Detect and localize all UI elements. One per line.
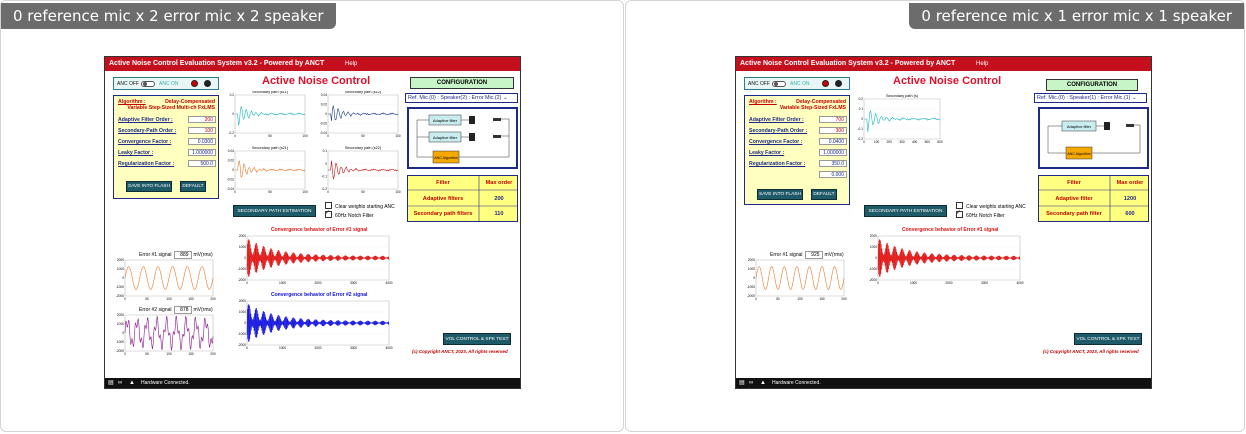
panel-two-speaker (0, 0, 624, 432)
param-leaky (749, 149, 847, 157)
secondary-path-plot (854, 91, 944, 151)
x-tick-label: 1000 (909, 281, 918, 285)
microphone-icon (493, 135, 501, 138)
y-tick-label: -0.02 (319, 121, 327, 126)
x-tick-label: 0 (246, 346, 248, 350)
x-tick-label: 3000 (349, 281, 358, 285)
y-tick-label: -1000 (237, 267, 246, 272)
status-text: Hardware Connected. (772, 380, 821, 386)
copyright: (c) Copyright ANCT, 2023, All rights reserved (412, 349, 508, 354)
x-tick-label: 0 (327, 190, 329, 194)
secondary-order-input[interactable]: 100 (188, 127, 216, 134)
param-label: Leaky Factor : (118, 150, 154, 156)
y-tick-label: 0 (861, 117, 863, 122)
link-icon[interactable]: ∞ (118, 380, 123, 386)
param-label: Regularization Factor : (749, 161, 806, 167)
y-tick-label: 0.1 (322, 149, 327, 154)
regularization-input[interactable]: 500.0 (188, 160, 216, 167)
x-tick-label: 50 (268, 190, 272, 194)
algorithm-line-2: Variable Step-Sized FxLMS (779, 105, 846, 111)
x-tick-label: 100 (797, 297, 803, 301)
error-unit: mV(rms) (824, 252, 844, 258)
param-regularization (118, 160, 216, 168)
anc-toggle[interactable] (113, 77, 219, 90)
notch-filter-checkbox[interactable] (956, 211, 1005, 219)
x-tick-label: 100 (395, 134, 401, 138)
configuration-select-value: Ref. Mic.(0) : Speaker(1) : Error Mic.(1) (1037, 95, 1131, 101)
x-tick-label: 100 (302, 134, 308, 138)
y-tick-label: 0 (122, 276, 124, 281)
y-tick-label: 1000 (116, 322, 124, 327)
param-extra (749, 171, 847, 179)
table-header-filter: Filter (436, 180, 450, 186)
configuration-header: CONFIGURATION (1046, 79, 1138, 91)
y-tick-label: 0.2 (229, 93, 234, 98)
adaptive-filter-label-1: Adaptive filter (432, 118, 458, 123)
param-label: Adaptive Filter Order : (118, 117, 173, 123)
convergence-plot-1 (864, 233, 1024, 291)
adaptive-order-input[interactable]: 700 (819, 116, 847, 123)
configuration-select[interactable] (1034, 93, 1147, 103)
speaker-icon (469, 116, 475, 124)
x-tick-label: 150 (819, 297, 825, 301)
y-tick-label: 0 (244, 256, 246, 261)
clear-weights-checkbox[interactable] (325, 202, 395, 210)
x-tick-label: 0 (234, 190, 236, 194)
status-led-dark-icon (204, 80, 211, 87)
param-label: Secondary-Path Order : (749, 128, 808, 134)
status-led-red-icon (822, 80, 829, 87)
algorithm-value (127, 99, 215, 111)
error-value: 889 (174, 251, 192, 259)
param-label: Secondary-Path Order : (118, 128, 177, 134)
parameter-panel (113, 95, 219, 199)
x-tick-label: 0 (124, 352, 126, 356)
table-grid (408, 176, 517, 221)
panel-heading: 0 reference mic x 2 error mic x 2 speaker (1, 3, 336, 29)
table-row-name: Secondary path filters (413, 211, 473, 217)
error-value: 878 (174, 306, 192, 314)
x-tick-label: 100 (302, 190, 308, 194)
taskbar (736, 378, 1151, 388)
y-tick-label: 0 (325, 161, 327, 166)
param-adaptive-order (118, 116, 216, 124)
y-tick-label: -0.04 (319, 131, 327, 136)
configuration-select[interactable] (405, 93, 518, 103)
y-tick-label: 0 (875, 256, 877, 261)
error-label: Error #1 signal (139, 252, 172, 258)
anc-switch[interactable] (141, 81, 155, 87)
param-label: Convergence Factor : (749, 139, 803, 145)
y-tick-label: -2000 (237, 343, 246, 348)
regularization-input[interactable]: 350.0 (819, 160, 847, 167)
param-convergence (749, 138, 847, 146)
param-regularization (749, 160, 847, 168)
plot-title: Secondary path (s11) (251, 91, 289, 94)
y-tick-label: 2000 (869, 234, 877, 239)
anc-toggle[interactable] (744, 77, 850, 90)
error-2-plot (107, 312, 217, 362)
clear-weights-checkbox[interactable] (956, 202, 1026, 210)
param-label: Adaptive Filter Order : (749, 117, 804, 123)
x-tick-label: 150 (188, 297, 194, 301)
y-tick-label: 0 (753, 276, 755, 281)
x-tick-label: 2000 (945, 281, 953, 285)
param-label: Regularization Factor : (118, 161, 175, 167)
x-tick-label: 50 (776, 297, 780, 301)
secondary-path-estimation-button[interactable]: SECONDARY PATH ESTIMATION (864, 205, 947, 217)
leaky-input[interactable]: 1.000000 (188, 149, 216, 156)
adaptive-filter-label: Adaptive filter (1066, 124, 1092, 129)
save-into-flash-button[interactable]: SAVE INTO FLASH (757, 189, 803, 200)
notch-filter-checkbox[interactable] (325, 211, 374, 219)
default-button[interactable]: DEFAULT (811, 189, 837, 200)
y-tick-label: 0.2 (858, 97, 863, 102)
default-button[interactable]: DEFAULT (180, 181, 206, 192)
anc-switch[interactable] (772, 81, 786, 87)
status-led-dark-icon (835, 80, 842, 87)
status-text: Hardware Connected. (141, 380, 190, 386)
y-tick-label: 0.02 (227, 158, 234, 163)
table-row-value: 110 (494, 211, 504, 217)
microphone-icon (493, 118, 501, 121)
x-tick-label: 4000 (1016, 281, 1024, 285)
max-order-table (407, 175, 518, 222)
y-tick-label: -2000 (237, 278, 246, 283)
y-tick-label: 0 (232, 112, 234, 117)
y-tick-label: -1000 (115, 340, 124, 345)
x-tick-label: 0 (863, 140, 865, 144)
x-tick-label: 100 (395, 190, 401, 194)
x-tick-label: 50 (268, 134, 272, 138)
algorithm-label: Algorithm : (749, 99, 777, 105)
y-tick-label: 0 (232, 168, 234, 173)
window-title: Active Noise Control Evaluation System v3.2 - Powered by ANCT (740, 60, 956, 67)
y-tick-label: 0 (325, 112, 327, 117)
table-row-value: 1200 (1123, 196, 1137, 202)
convergence-input[interactable]: 0.0300 (188, 138, 216, 145)
table-header-max-order: Max order (1116, 180, 1144, 186)
y-tick-label: 0 (122, 331, 124, 336)
convergence-title-1: Convergence behavior of Error #1 signal (902, 227, 999, 233)
param-secondary-order (118, 127, 216, 135)
y-tick-label: 0.04 (227, 149, 234, 154)
x-tick-label: 2000 (314, 281, 322, 285)
param-label: Leaky Factor : (749, 150, 785, 156)
page-title: Active Noise Control (262, 75, 371, 87)
chevron-down-icon: ⌄ (1131, 95, 1137, 101)
checkbox-box[interactable] (325, 202, 332, 209)
y-tick-label: 1000 (116, 267, 124, 272)
error-label: Error #1 signal (770, 252, 803, 258)
app-window (735, 56, 1152, 389)
system-diagram (407, 107, 518, 169)
x-tick-label: 0 (234, 134, 236, 138)
diagram-svg (1040, 109, 1147, 167)
taskbar (105, 378, 520, 388)
y-tick-label: -0.02 (226, 177, 234, 182)
x-tick-label: 400 (912, 140, 918, 144)
x-tick-label: 50 (145, 352, 149, 356)
x-tick-label: 0 (327, 134, 329, 138)
secondary-order-input[interactable]: 300 (819, 127, 847, 134)
y-tick-label: 2000 (238, 234, 246, 239)
checkbox-label: Clear weights starting ANC (966, 204, 1026, 210)
convergence-title-1: Convergence behavior of Error #1 signal (271, 227, 368, 233)
x-tick-label: 4000 (385, 346, 393, 350)
diagram-svg (409, 109, 516, 167)
y-tick-label: -2000 (115, 294, 124, 299)
x-tick-label: 100 (166, 297, 172, 301)
y-tick-label: 0 (244, 321, 246, 326)
window-title: Active Noise Control Evaluation System v3.2 - Powered by ANCT (109, 60, 325, 67)
max-order-table (1038, 175, 1149, 222)
algorithm-label: Algorithm : (118, 99, 146, 105)
y-tick-label: -1000 (868, 267, 877, 272)
x-tick-label: 600 (937, 140, 943, 144)
convergence-plot-2 (233, 298, 393, 356)
param-label: Convergence Factor : (118, 139, 172, 145)
table-grid (1039, 176, 1148, 221)
page-title: Active Noise Control (893, 75, 1002, 87)
convergence-plot-1 (233, 233, 393, 291)
arrow-up-icon[interactable]: ▲ (760, 380, 766, 386)
y-tick-label: -0.1 (321, 174, 327, 179)
checkbox-label: 60Hz Notch Filter (335, 213, 374, 219)
help-menu[interactable]: Help (976, 61, 989, 67)
chevron-down-icon: ⌄ (502, 95, 508, 101)
algorithm-line-1: Delay-Compensated (165, 99, 215, 105)
x-tick-label: 500 (924, 140, 930, 144)
algorithm-line-1: Delay-Compensated (796, 99, 846, 105)
y-tick-label: -0.04 (226, 187, 234, 192)
table-row-name: Secondary path filter (1046, 211, 1102, 217)
link-icon[interactable]: ∞ (749, 380, 754, 386)
plot-title: Secondary path (s22) (344, 146, 382, 150)
help-menu[interactable]: Help (345, 61, 358, 67)
configuration-header: CONFIGURATION (410, 77, 514, 89)
x-tick-label: 0 (246, 281, 248, 285)
y-tick-label: 2000 (238, 299, 246, 304)
error-1-plot (738, 257, 848, 307)
plot-title: Secondary path (s21) (251, 146, 289, 150)
configuration-select-value: Ref. Mic.(0) : Speaker(2) : Error Mic.(2) (408, 95, 502, 101)
save-into-flash-button[interactable]: SAVE INTO FLASH (126, 181, 172, 192)
window-titlebar (105, 57, 520, 71)
x-tick-label: 50 (361, 134, 365, 138)
microphone-icon (1126, 124, 1134, 127)
param-leaky (118, 149, 216, 157)
y-tick-label: -2000 (868, 278, 877, 283)
plot-title: Secondary path (s) (885, 94, 919, 98)
leaky-input[interactable]: 1.000000 (819, 149, 847, 156)
x-tick-label: 1000 (278, 346, 287, 350)
y-tick-label: -0.1 (857, 127, 863, 132)
error-1-plot (107, 257, 217, 307)
table-header-filter: Filter (1067, 180, 1081, 186)
secondary-path-plots (223, 91, 413, 211)
error-unit: mV(rms) (193, 307, 213, 313)
y-tick-label: -1000 (115, 285, 124, 290)
error-label: Error #2 signal (139, 307, 172, 313)
adaptive-order-input[interactable]: 200 (188, 116, 216, 123)
algorithm-line-2: Variable Step-Sized Multi-ch FxLMS (127, 105, 215, 111)
param-secondary-order (749, 127, 847, 135)
x-tick-label: 100 (166, 352, 172, 356)
anc-off-label: ANC OFF (117, 81, 139, 87)
x-tick-label: 2000 (314, 346, 322, 350)
y-tick-label: -2000 (115, 349, 124, 354)
y-tick-label: 2000 (116, 313, 124, 318)
folder-icon[interactable]: ▤ (739, 380, 745, 386)
table-row-value: 200 (494, 196, 504, 202)
y-tick-label: 2000 (747, 258, 755, 263)
param-convergence (118, 138, 216, 146)
checkbox-label: Clear weights starting ANC (335, 204, 395, 210)
x-tick-label: 200 (210, 352, 216, 356)
y-tick-label: 0.04 (320, 93, 327, 98)
vol-control-spk-test-button[interactable]: VOL CONTROL & SPK TEST (1074, 333, 1142, 345)
status-led-red-icon (191, 80, 198, 87)
arrow-up-icon[interactable]: ▲ (129, 380, 135, 386)
x-tick-label: 3000 (349, 346, 358, 350)
y-tick-label: -0.2 (321, 187, 327, 192)
anc-on-label: ANC ON (159, 81, 179, 87)
panel-one-speaker (625, 0, 1245, 432)
copyright: (c) Copyright ANCT, 2023, All rights reserved (1043, 349, 1139, 354)
y-tick-label: -0.2 (857, 137, 863, 142)
speaker-icon (1104, 122, 1110, 130)
y-tick-label: 1000 (238, 310, 246, 315)
y-tick-label: -1000 (746, 285, 755, 290)
speaker-icon (469, 133, 475, 141)
window-titlebar (736, 57, 1151, 71)
checkbox-box[interactable] (956, 202, 963, 209)
checkbox-box[interactable] (956, 211, 963, 218)
y-tick-label: 0.02 (320, 102, 327, 107)
anc-algorithm-label: ANC Algorithm (1067, 152, 1091, 156)
table-row-name: Adaptive filter (1055, 196, 1093, 202)
y-tick-label: 1000 (238, 245, 246, 250)
error-unit: mV(rms) (193, 252, 213, 258)
system-diagram (1038, 107, 1149, 169)
checkbox-label: 60Hz Notch Filter (966, 213, 1005, 219)
folder-icon[interactable]: ▤ (108, 380, 114, 386)
anc-algorithm-label: ANC Algorithm (434, 156, 458, 160)
x-tick-label: 200 (886, 140, 892, 144)
vol-control-spk-test-button[interactable]: VOL CONTROL & SPK TEST (443, 333, 511, 345)
y-tick-label: 2000 (116, 258, 124, 263)
checkbox-box[interactable] (325, 211, 332, 218)
table-row-name: Adaptive filters (422, 196, 464, 202)
plot-title: Secondary path (s12) (344, 91, 382, 94)
anc-off-label: ANC OFF (748, 81, 770, 87)
x-tick-label: 0 (755, 297, 757, 301)
x-tick-label: 50 (145, 297, 149, 301)
x-tick-label: 200 (841, 297, 847, 301)
y-tick-label: -1000 (237, 332, 246, 337)
y-tick-label: 1000 (869, 245, 877, 250)
x-tick-label: 100 (874, 140, 880, 144)
panel-heading: 0 reference mic x 1 error mic x 1 speaker (909, 3, 1244, 29)
app-window (104, 56, 521, 389)
table-header-max-order: Max order (485, 180, 513, 186)
algorithm-value (780, 99, 846, 111)
adaptive-filter-label-2: Adaptive filter (432, 135, 458, 140)
x-tick-label: 300 (899, 140, 905, 144)
convergence-input[interactable]: 0.0400 (819, 138, 847, 145)
convergence-title-2: Convergence behavior of Error #2 signal (271, 292, 368, 298)
extra-value-input[interactable]: 0.000 (819, 171, 847, 178)
secondary-path-estimation-button[interactable]: SECONDARY PATH ESTIMATION (233, 205, 316, 217)
x-tick-label: 1000 (278, 281, 287, 285)
x-tick-label: 150 (188, 352, 194, 356)
x-tick-label: 3000 (980, 281, 989, 285)
error-value: 925 (805, 251, 823, 259)
parameter-panel (744, 95, 850, 205)
y-tick-label: 0.1 (858, 107, 863, 112)
table-row-value: 600 (1125, 211, 1135, 217)
y-tick-label: 1000 (747, 267, 755, 272)
x-tick-label: 0 (124, 297, 126, 301)
y-tick-label: -2000 (746, 294, 755, 299)
x-tick-label: 200 (210, 297, 216, 301)
x-tick-label: 4000 (385, 281, 393, 285)
param-adaptive-order (749, 116, 847, 124)
y-tick-label: -0.2 (228, 131, 234, 136)
x-tick-label: 0 (877, 281, 879, 285)
x-tick-label: 50 (361, 190, 365, 194)
anc-on-label: ANC ON (790, 81, 810, 87)
